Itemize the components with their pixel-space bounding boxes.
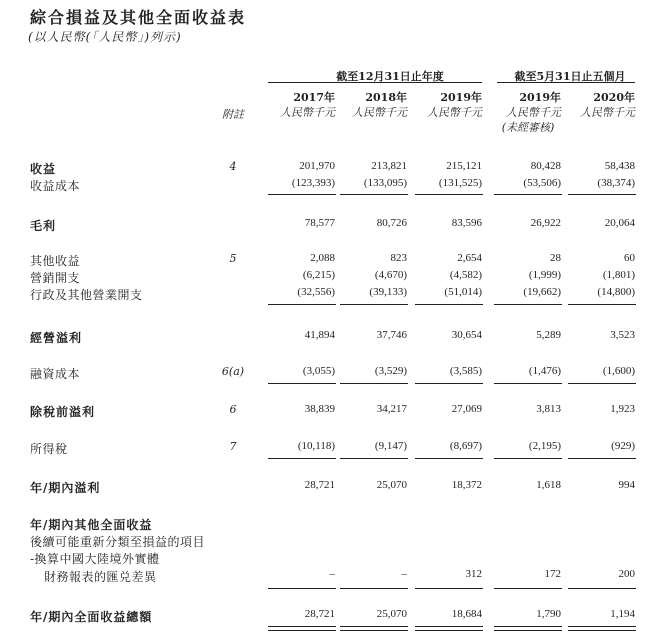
column-header-2019-fy bbox=[402, 90, 482, 120]
column-year: 2019年 bbox=[519, 91, 561, 104]
cell-2017: 28,721 bbox=[304, 479, 335, 491]
row-note: 5 bbox=[229, 252, 237, 265]
subtotal-rule bbox=[494, 304, 562, 305]
total-double-rule bbox=[568, 626, 636, 631]
column-unit: 人民幣千元 bbox=[506, 106, 561, 119]
group-heading-full-year-rule bbox=[268, 82, 482, 83]
cell-2017: 201,970 bbox=[299, 160, 335, 172]
cell-2019-5m: 1,790 bbox=[536, 608, 561, 620]
column-year: 2019年 bbox=[440, 91, 482, 104]
cell-2019-5m: (1,476) bbox=[528, 365, 561, 377]
row-label: 收益成本 bbox=[30, 179, 81, 193]
cell-2019-fy: 27,069 bbox=[451, 403, 482, 415]
cell-2018: (133,095) bbox=[363, 177, 407, 189]
cell-2017: 38,839 bbox=[304, 403, 335, 415]
subtotal-rule bbox=[268, 304, 336, 305]
row-total-comprehensive-income bbox=[0, 608, 655, 624]
cell-2017: 2,088 bbox=[310, 252, 335, 264]
subtotal-rule bbox=[340, 194, 408, 195]
column-header-2018 bbox=[327, 90, 407, 120]
column-year: 2017年 bbox=[293, 91, 335, 104]
row-label: 其他收益 bbox=[30, 254, 81, 268]
cell-2018: 34,217 bbox=[376, 403, 407, 415]
cell-2019-fy: (51,014) bbox=[444, 286, 482, 298]
row-label: 所得稅 bbox=[30, 442, 68, 456]
row-label: 行政及其他營業開支 bbox=[30, 288, 143, 302]
cell-2018: (3,529) bbox=[374, 365, 407, 377]
column-unit: 人民幣千元 bbox=[352, 106, 407, 119]
row-other-comprehensive-income-heading bbox=[0, 516, 655, 532]
subtotal-rule bbox=[568, 194, 636, 195]
column-unit: 人民幣千元 bbox=[427, 106, 482, 119]
subtotal-rule bbox=[568, 588, 636, 589]
subtotal-rule bbox=[494, 588, 562, 589]
cell-2019-fy: 2,654 bbox=[457, 252, 482, 264]
cell-2017: (10,118) bbox=[297, 440, 335, 452]
cell-2019-fy: 83,596 bbox=[451, 217, 482, 229]
group-heading-five-months: 截至5月31日止五個月 bbox=[514, 70, 626, 83]
cell-2018: 823 bbox=[390, 252, 407, 264]
cell-2018: 37,746 bbox=[376, 329, 407, 341]
column-year: 2018年 bbox=[365, 91, 407, 104]
row-note: 6(a) bbox=[221, 365, 245, 378]
cell-2019-5m: 172 bbox=[544, 568, 561, 580]
row-exchange-differences bbox=[0, 568, 655, 584]
cell-2019-fy: 30,654 bbox=[451, 329, 482, 341]
subtotal-rule bbox=[494, 383, 562, 384]
row-label: 年/期內其他全面收益 bbox=[30, 518, 153, 532]
total-double-rule bbox=[494, 626, 562, 631]
row-profit-for-period bbox=[0, 479, 655, 495]
cell-2018: 213,821 bbox=[371, 160, 407, 172]
statement-subtitle: (以人民幣(「人民幣」)列示) bbox=[28, 30, 182, 44]
cell-2018: (9,147) bbox=[374, 440, 407, 452]
cell-2018: (4,670) bbox=[374, 269, 407, 281]
subtotal-rule bbox=[415, 383, 483, 384]
subtotal-rule bbox=[415, 304, 483, 305]
row-income-tax bbox=[0, 440, 655, 456]
cell-2019-fy: (8,697) bbox=[449, 440, 482, 452]
cell-2020-5m: (38,374) bbox=[597, 177, 635, 189]
cell-2019-fy: 18,684 bbox=[451, 608, 482, 620]
row-selling-expenses bbox=[0, 269, 655, 285]
row-label: 收益 bbox=[30, 162, 57, 176]
subtotal-rule bbox=[415, 458, 483, 459]
cell-2019-5m: 28 bbox=[550, 252, 561, 264]
column-header-2017 bbox=[255, 90, 335, 120]
cell-2020-5m: 1,923 bbox=[610, 403, 635, 415]
cell-2019-fy: 18,372 bbox=[451, 479, 482, 491]
cell-2019-fy: (131,525) bbox=[438, 177, 482, 189]
row-translation-line1 bbox=[0, 550, 655, 566]
subtotal-rule bbox=[568, 383, 636, 384]
row-admin-expenses bbox=[0, 286, 655, 302]
cell-2019-5m: 80,428 bbox=[530, 160, 561, 172]
subtotal-rule bbox=[568, 458, 636, 459]
cell-2020-5m: 200 bbox=[618, 568, 635, 580]
cell-2020-5m: 994 bbox=[618, 479, 635, 491]
subtotal-rule bbox=[415, 588, 483, 589]
cell-2017: 41,894 bbox=[304, 329, 335, 341]
column-unit: 人民幣千元 bbox=[580, 106, 635, 119]
cell-2020-5m: (14,800) bbox=[597, 286, 635, 298]
statement-title: 綜合損益及其他全面收益表 bbox=[30, 8, 247, 27]
subtotal-rule bbox=[340, 304, 408, 305]
cell-2017: (32,556) bbox=[297, 286, 335, 298]
column-header-2020-5m bbox=[555, 90, 635, 120]
cell-2018: – bbox=[401, 568, 407, 580]
column-year: 2020年 bbox=[593, 91, 635, 104]
column-header-2019-5m bbox=[481, 90, 561, 135]
row-finance-costs bbox=[0, 365, 655, 381]
row-label: 財務報表的匯兑差異 bbox=[44, 570, 157, 584]
row-note: 6 bbox=[229, 403, 237, 416]
subtotal-rule bbox=[268, 194, 336, 195]
cell-2018: 80,726 bbox=[376, 217, 407, 229]
subtotal-rule bbox=[568, 304, 636, 305]
subtotal-rule bbox=[340, 383, 408, 384]
row-gross-profit bbox=[0, 217, 655, 233]
cell-2017: – bbox=[329, 568, 335, 580]
subtotal-rule bbox=[340, 588, 408, 589]
cell-2019-5m: 3,813 bbox=[536, 403, 561, 415]
cell-2019-5m: (1,999) bbox=[528, 269, 561, 281]
cell-2020-5m: (1,600) bbox=[602, 365, 635, 377]
cell-2019-5m: 1,618 bbox=[536, 479, 561, 491]
cell-2020-5m: 20,064 bbox=[604, 217, 635, 229]
row-cost-of-revenue bbox=[0, 177, 655, 193]
subtotal-rule bbox=[268, 588, 336, 589]
row-label: 營銷開支 bbox=[30, 271, 81, 285]
cell-2019-fy: (3,585) bbox=[449, 365, 482, 377]
cell-2019-fy: (4,582) bbox=[449, 269, 482, 281]
cell-2017: 28,721 bbox=[304, 608, 335, 620]
row-label: 後續可能重新分類至損益的項目 bbox=[30, 535, 206, 549]
cell-2018: (39,133) bbox=[369, 286, 407, 298]
note-column-header: 附註 bbox=[222, 108, 244, 121]
cell-2019-5m: (53,506) bbox=[523, 177, 561, 189]
cell-2019-5m: (19,662) bbox=[523, 286, 561, 298]
row-profit-before-tax bbox=[0, 403, 655, 419]
subtotal-rule bbox=[268, 458, 336, 459]
row-label: 年/期內全面收益總額 bbox=[30, 610, 153, 624]
row-reclassifiable-items bbox=[0, 533, 655, 549]
row-label: 除稅前溢利 bbox=[30, 405, 96, 419]
subtotal-rule bbox=[268, 383, 336, 384]
row-label: 經營溢利 bbox=[30, 331, 83, 345]
cell-2018: 25,070 bbox=[376, 479, 407, 491]
row-label: 毛利 bbox=[30, 219, 57, 233]
row-label: 融資成本 bbox=[30, 367, 81, 381]
cell-2017: (6,215) bbox=[302, 269, 335, 281]
total-double-rule bbox=[415, 626, 483, 631]
subtotal-rule bbox=[494, 458, 562, 459]
row-note: 4 bbox=[229, 160, 237, 173]
cell-2019-fy: 312 bbox=[465, 568, 482, 580]
total-double-rule bbox=[340, 626, 408, 631]
cell-2020-5m: 1,194 bbox=[610, 608, 635, 620]
cell-2020-5m: (929) bbox=[611, 440, 635, 452]
cell-2018: 25,070 bbox=[376, 608, 407, 620]
cell-2020-5m: 58,438 bbox=[604, 160, 635, 172]
row-other-revenue bbox=[0, 252, 655, 268]
row-label: -換算中國大陸境外實體 bbox=[30, 552, 160, 566]
row-revenue bbox=[0, 160, 655, 176]
row-note: 7 bbox=[229, 440, 237, 453]
cell-2020-5m: 60 bbox=[624, 252, 635, 264]
column-unit: 人民幣千元 bbox=[280, 106, 335, 119]
cell-2017: 78,577 bbox=[304, 217, 335, 229]
subtotal-rule bbox=[340, 458, 408, 459]
cell-2017: (123,393) bbox=[291, 177, 335, 189]
group-heading-five-months-rule bbox=[497, 82, 635, 83]
subtotal-rule bbox=[494, 194, 562, 195]
cell-2019-5m: 26,922 bbox=[530, 217, 561, 229]
row-label: 年/期內溢利 bbox=[30, 481, 101, 495]
row-operating-profit bbox=[0, 329, 655, 345]
column-unaudited-note: (未經審核) bbox=[501, 121, 555, 134]
cell-2017: (3,055) bbox=[302, 365, 335, 377]
total-double-rule bbox=[268, 626, 336, 631]
cell-2020-5m: (1,801) bbox=[602, 269, 635, 281]
subtotal-rule bbox=[415, 194, 483, 195]
cell-2020-5m: 3,523 bbox=[610, 329, 635, 341]
cell-2019-5m: (2,195) bbox=[528, 440, 561, 452]
cell-2019-5m: 5,289 bbox=[536, 329, 561, 341]
cell-2019-fy: 215,121 bbox=[446, 160, 482, 172]
group-heading-full-year: 截至12月31日止年度 bbox=[336, 70, 444, 83]
